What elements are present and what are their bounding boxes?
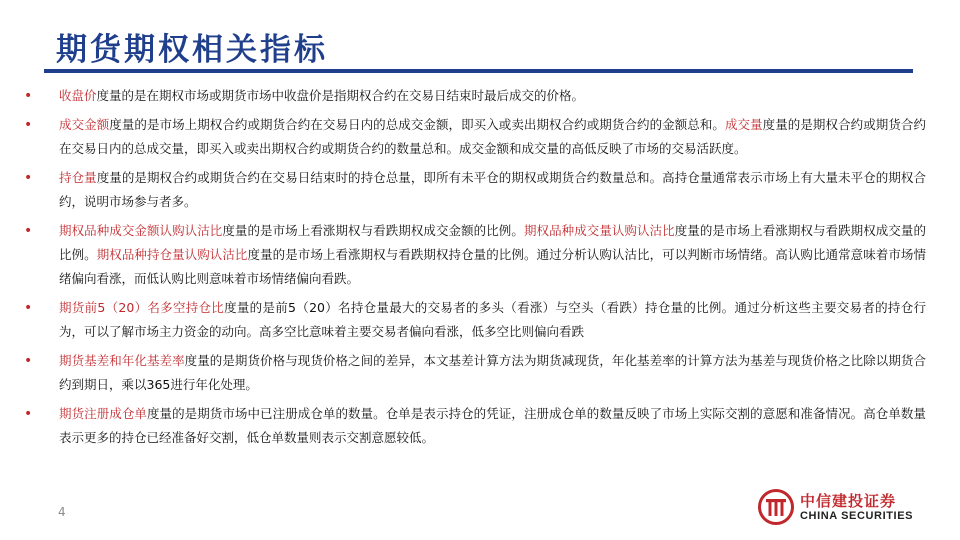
highlighted-term: 期权品种成交量认购认沽比 (523, 223, 675, 238)
description-text: 度量的是市场上期权合约或期货合约在交易日内的总成交金额，即买入或卖出期权合约或期货合约的金额总和。 (109, 117, 725, 132)
description-text: 度量的是前5（20）名持仓量最大的交易者的多头（看涨）与空头（看跌）持仓量的比例。通过分析这些主要交易者的持仓行为，可以了解市场主力资金的动向。高多空比意味着主要交易者偏向看涨，低多空比则偏向看跌 (59, 300, 926, 339)
bullet-dot-icon: • (24, 300, 33, 316)
bullet-dot-icon: • (24, 170, 33, 186)
logo-name-en: CHINA SECURITIES (800, 510, 914, 522)
highlighted-term: 期权品种成交金额认购认沽比 (59, 223, 223, 238)
highlighted-term: 期货前5（20）名多空持仓比 (59, 300, 225, 315)
description-text: 度量的是期货价格与现货价格之间的差异，本文基差计算方法为期货减现货，年化基差率的计算方法为基差与现货价格之比除以期货合约到期日，乘以365进行年化处理。 (59, 353, 926, 392)
highlighted-term: 期权品种持仓量认购认沽比 (96, 247, 248, 262)
bullet-item (24, 84, 926, 108)
description-text: 度量的是市场上看涨期权与看跌期权持仓量的比例。通过分析认购认沽比，可以判断市场情绪。高认购比通常意味着市场情绪偏向看涨，而低认购比则意味着市场情绪偏向看跌。 (59, 247, 926, 286)
description-text: 度量的是市场上看涨期权与看跌期权成交量的比例。 (59, 223, 926, 262)
highlighted-term: 成交金额 (59, 117, 110, 132)
bullet-item (24, 349, 926, 397)
bullet-dot-icon: • (24, 117, 33, 133)
highlighted-term: 期货基差和年化基差率 (59, 353, 185, 368)
bullet-dot-icon: • (24, 406, 33, 422)
bullet-item (24, 219, 926, 291)
title-underline (44, 69, 913, 73)
bullet-dot-icon: • (24, 223, 33, 239)
description-text: 度量的是期货市场中已注册成仓单的数量。仓单是表示持仓的凭证，注册成仓单的数量反映了市场上实际交割的意愿和准备情况。高仓单数量表示更多的持仓已经准备好交割，低仓单数量则表示交割意愿较低。 (59, 406, 926, 445)
highlighted-term: 成交量 (724, 117, 763, 132)
citic-emblem-icon (758, 489, 794, 525)
company-logo (758, 489, 918, 529)
bullet-item (24, 402, 926, 450)
description-text: 度量的是在期权市场或期货市场中收盘价是指期权合约在交易日结束时最后成交的价格。 (96, 88, 585, 103)
page-title: 期货期权相关指标 (56, 32, 328, 68)
bullet-item (24, 296, 926, 344)
highlighted-term: 持仓量 (59, 170, 97, 185)
bullet-dot-icon: • (24, 353, 33, 369)
bullet-dot-icon: • (24, 88, 33, 104)
indicator-list (24, 84, 926, 455)
bullet-item (24, 166, 926, 214)
highlighted-term: 期货注册成仓单 (59, 406, 147, 421)
bullet-item (24, 113, 926, 161)
description-text: 度量的是期权合约或期货合约在交易日结束时的持仓总量，即所有未平仓的期权或期货合约数量总和。高持仓量通常表示市场上有大量未平仓的期权合约，说明市场参与者多。 (59, 170, 926, 209)
logo-name-cn: 中信建投证券 (800, 492, 897, 510)
description-text: 度量的是期权合约或期货合约在交易日内的总成交量，即买入或卖出期权合约或期货合约的数量总和。成交金额和成交量的高低反映了市场的交易活跃度。 (59, 117, 926, 156)
highlighted-term: 收盘价 (59, 88, 97, 103)
description-text: 度量的是市场上看涨期权与看跌期权成交金额的比例。 (222, 223, 524, 238)
page-number: 4 (58, 505, 66, 519)
